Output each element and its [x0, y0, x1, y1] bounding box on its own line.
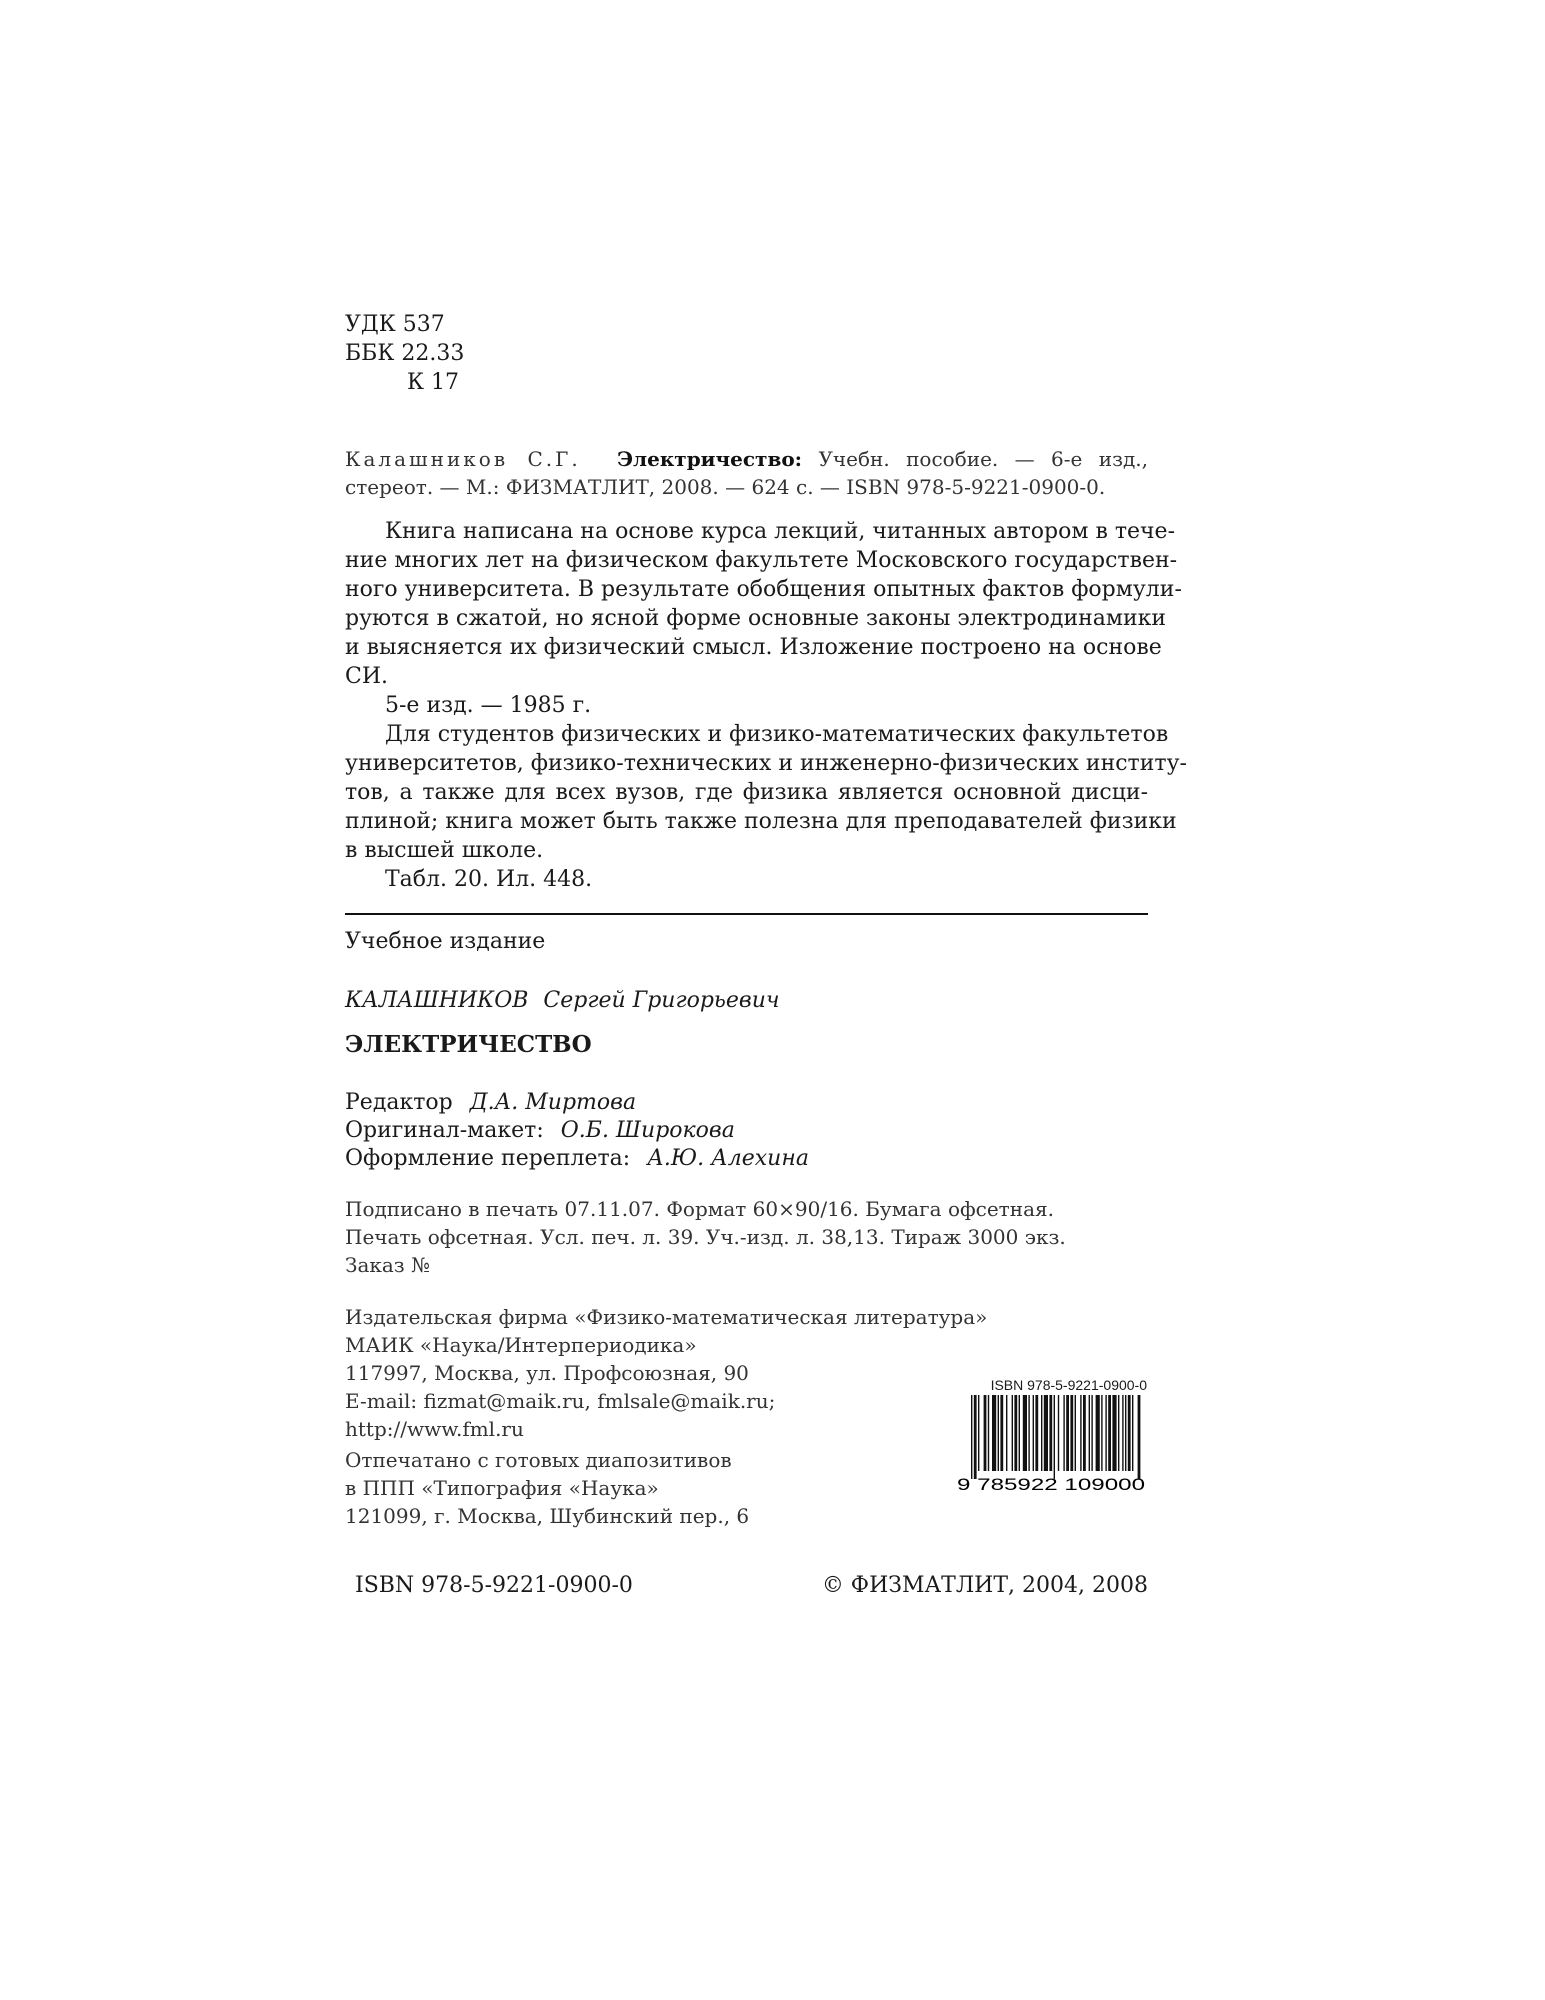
credit-name: Д.А. Миртова	[469, 1090, 637, 1115]
credit-editor	[345, 1088, 636, 1117]
print-line: Печать офсетная. Усл. печ. л. 39. Уч.-изд. л. 38,13. Тираж 3000 экз.	[345, 1225, 1066, 1249]
barcode-bar	[992, 1395, 996, 1471]
author-full-name	[345, 986, 780, 1015]
udk-code: УДК 537	[345, 312, 445, 337]
barcode-bar	[1070, 1395, 1073, 1471]
barcode-bar	[984, 1395, 987, 1471]
barcode-bar	[1108, 1395, 1111, 1471]
barcode-bar	[1138, 1395, 1141, 1479]
bbk-code: ББК 22.33	[345, 341, 465, 366]
footer-isbn: ISBN 978-5-9221-0900-0	[355, 1573, 633, 1598]
barcode-bar	[1128, 1395, 1131, 1471]
book-title: ЭЛЕКТРИЧЕСТВО	[345, 1031, 592, 1058]
barcode-bar	[1122, 1395, 1123, 1471]
barcode-bar	[1118, 1395, 1119, 1471]
tables-illustrations: Табл. 20. Ил. 448.	[385, 867, 593, 892]
barcode-bar	[1125, 1395, 1126, 1471]
audience-line: тов, а также для всех вузов, где физика является основной дисци-	[345, 780, 1148, 805]
barcode-bar	[1083, 1395, 1086, 1471]
publisher-line: 117997, Москва, ул. Профсоюзная, 90	[345, 1361, 749, 1385]
printer-line: в ППП «Типография «Наука»	[345, 1476, 659, 1500]
abstract-line: руются в сжатой, но ясной форме основные законы электродинамики	[345, 606, 1167, 631]
citation-line-1	[345, 445, 1148, 473]
edition-type: Учебное издание	[345, 929, 546, 954]
barcode-bar	[971, 1395, 972, 1479]
printer-line: 121099, г. Москва, Шубинский пер., 6	[345, 1504, 750, 1528]
barcode-bar	[998, 1395, 999, 1471]
citation-line-2: стереот. — М.: ФИЗМАТЛИТ, 2008. — 624 с. — ISBN 978-5-9221-0900-0.	[345, 475, 1106, 499]
barcode-bar	[1019, 1395, 1020, 1471]
audience-line: плиной; книга может быть также полезна для преподавателей физики	[345, 809, 1177, 834]
barcode-bar	[1033, 1395, 1034, 1471]
print-line: Заказ №	[345, 1253, 430, 1277]
abstract-line: ного университета. В результате обобщения опытных фактов формули-	[345, 577, 1182, 602]
printer-line: Отпечатано с готовых диапозитивов	[345, 1448, 732, 1472]
abstract-line: СИ.	[345, 664, 389, 689]
barcode-digits: 9 785922 109000	[957, 1475, 1145, 1493]
barcode-bar	[974, 1395, 977, 1479]
author-given-names: Сергей Григорьевич	[543, 988, 780, 1013]
isbn-barcode	[955, 1377, 1147, 1497]
audience-line: Для студентов физических и физико-математических факультетов	[385, 722, 1169, 747]
citation-title: Электричество:	[617, 447, 803, 471]
author-surname: КАЛАШНИКОВ	[345, 988, 529, 1013]
publisher-line: http://www.fml.ru	[345, 1417, 524, 1441]
abstract-line: ние многих лет на физическом факультете Московского государствен-	[345, 548, 1178, 573]
abstract-line: и выясняется их физический смысл. Изложение построено на основе	[345, 635, 1162, 660]
publisher-line: МАИК «Наука/Интерпериодика»	[345, 1333, 697, 1357]
barcode-bar	[1112, 1395, 1116, 1471]
barcode-bar	[1012, 1395, 1013, 1471]
publisher-line: E-mail: fizmat@maik.ru, fmlsale@maik.ru;	[345, 1389, 776, 1413]
spacer	[345, 1529, 1148, 1530]
publisher-line: Издательская фирма «Физико-математическая литература»	[345, 1305, 988, 1329]
previous-edition: 5-е изд. — 1985 г.	[385, 693, 592, 718]
credit-cover	[345, 1144, 809, 1173]
barcode-bar	[988, 1395, 989, 1471]
barcode-bar	[978, 1395, 979, 1471]
barcode-bar	[1091, 1395, 1092, 1471]
publisher-info	[345, 1303, 987, 1443]
barcode-bar	[1089, 1395, 1090, 1471]
barcode-bar	[1028, 1395, 1029, 1471]
barcode-bar	[1058, 1395, 1059, 1471]
barcode-bar	[1023, 1395, 1027, 1471]
barcode-bar	[1041, 1395, 1042, 1471]
barcode-bar	[1132, 1395, 1133, 1471]
credit-role: Редактор	[345, 1090, 453, 1115]
abstract-line: Книга написана на основе курса лекций, читанных автором в тече-	[385, 519, 1176, 544]
separator-rule	[345, 913, 1148, 915]
credit-layout	[345, 1116, 735, 1145]
barcode-bars	[955, 1393, 1147, 1493]
barcode-bar	[1080, 1395, 1081, 1471]
barcode-bar	[1063, 1395, 1064, 1471]
barcode-bar	[1000, 1395, 1003, 1471]
citation-author: Калашников С.Г.	[345, 447, 581, 471]
audience-line: университетов, физико-технических и инженерно-физических институ-	[345, 751, 1187, 776]
barcode-bar	[1014, 1395, 1017, 1471]
barcode-bar	[1054, 1395, 1055, 1479]
author-mark: К 17	[407, 370, 460, 395]
credit-role: Оригинал-макет:	[345, 1118, 544, 1143]
barcode-bar	[1044, 1395, 1048, 1471]
barcode-bar	[1035, 1395, 1038, 1471]
print-details	[345, 1195, 1066, 1279]
barcode-bar	[1006, 1395, 1007, 1471]
barcode-isbn-label: ISBN 978-5-9221-0900-0	[990, 1377, 1147, 1393]
barcode-bar	[1105, 1395, 1106, 1471]
barcode-bar	[1101, 1395, 1102, 1471]
citation-edition: Учебн. пособие. — 6-е изд.,	[818, 447, 1149, 471]
barcode-bar	[1049, 1395, 1052, 1471]
printer-info	[345, 1446, 749, 1530]
print-line: Подписано в печать 07.11.07. Формат 60×90/16. Бумага офсетная.	[345, 1197, 1054, 1221]
credit-name: А.Ю. Алехина	[647, 1146, 809, 1171]
barcode-bar	[1075, 1395, 1076, 1471]
footer-copyright: © ФИЗМАТЛИТ, 2004, 2008	[821, 1573, 1148, 1598]
barcode-bar	[1096, 1395, 1100, 1471]
abstract	[345, 517, 1187, 894]
credit-name: О.Б. Широкова	[560, 1118, 735, 1143]
barcode-bar	[1066, 1395, 1069, 1471]
audience-line: в высшей школе.	[345, 838, 544, 863]
credit-role: Оформление переплета:	[345, 1146, 631, 1171]
